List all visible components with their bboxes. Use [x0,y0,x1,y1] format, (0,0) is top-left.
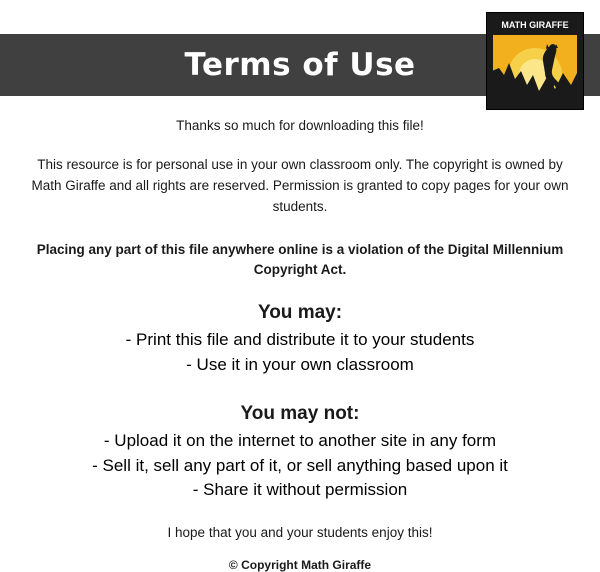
list-item: - Print this file and distribute it to your students [125,330,475,350]
list-item: - Share it without permission [192,480,408,500]
math-giraffe-logo [486,12,584,110]
copyright-text: © Copyright Math Giraffe [228,558,372,572]
thanks-text: Thanks so much for downloading this file! [176,118,424,133]
list-item: - Use it in your own classroom [186,354,414,374]
list-item: - Upload it on the internet to another site in any form [103,431,497,451]
you-may-list [10,325,590,377]
you-may-not-heading: You may not: [240,403,360,425]
document-body [0,104,600,572]
giraffe-sunset-icon [487,13,583,109]
list-item: - Sell it, sell any part of it, or sell anything based upon it [92,455,508,475]
resource-notice-text: This resource is for personal use in your own classroom only. The copyright is owned by Math Giraffe and all rights are reserved. Permission is granted to copy pages for your own students. [31,157,569,214]
logo-brand-text: MATH GIRAFFE [501,20,569,30]
warning-text: Placing any part of this file anywhere online is a violation of the Digital Millennium Copyright Act. [36,241,564,278]
you-may-not-list [10,426,590,503]
you-may-heading: You may: [257,302,343,324]
page-title: Terms of Use [184,47,416,83]
hope-text: I hope that you and your students enjoy this! [167,525,433,541]
